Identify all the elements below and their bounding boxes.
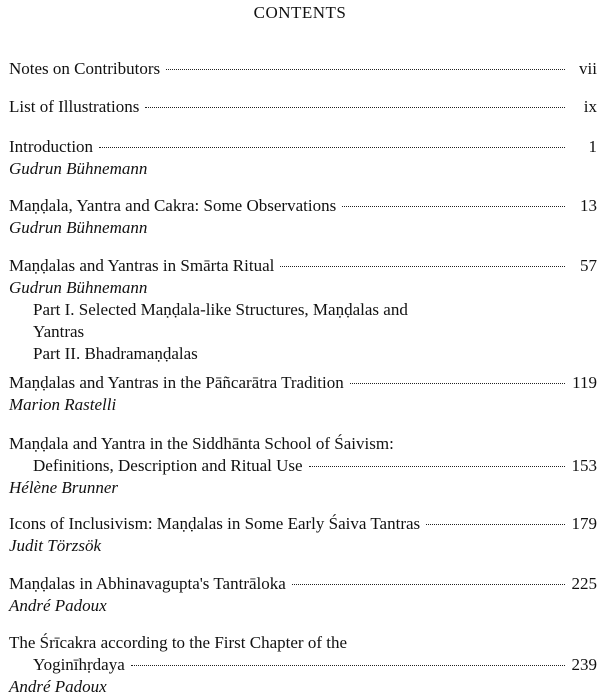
toc-entry-line bbox=[9, 195, 597, 217]
toc-entry-page: 179 bbox=[571, 514, 597, 533]
toc-entry-title-line1: Maṇḍala and Yantra in the Siddhānta School of Śaivism: bbox=[9, 434, 394, 453]
toc-entry-page: 153 bbox=[571, 456, 597, 475]
toc-entry bbox=[9, 372, 597, 416]
toc-entry bbox=[9, 96, 597, 118]
contents-heading: CONTENTS bbox=[253, 3, 347, 22]
toc-entry-title: Introduction bbox=[9, 137, 94, 156]
toc-entry-page: vii bbox=[579, 59, 597, 78]
dot-leader bbox=[309, 466, 565, 467]
toc-entry-page: 225 bbox=[571, 574, 597, 593]
toc-entry-line bbox=[9, 513, 597, 535]
toc-entry-page: 119 bbox=[572, 373, 597, 392]
toc-entry bbox=[9, 136, 597, 180]
toc-entry bbox=[9, 573, 597, 617]
toc-entry bbox=[9, 58, 597, 80]
toc-entry-author: Gudrun Bühnemann bbox=[9, 278, 148, 297]
toc-entry bbox=[9, 433, 597, 499]
toc-entry bbox=[9, 632, 597, 698]
toc-entry-author: Gudrun Bühnemann bbox=[9, 218, 148, 237]
dot-leader bbox=[99, 147, 565, 148]
toc-entry-title: Maṇḍalas in Abhinavagupta's Tantrāloka bbox=[9, 574, 286, 593]
toc-entry-page: 57 bbox=[580, 256, 597, 275]
toc-entry-page: 13 bbox=[580, 196, 597, 215]
toc-entry-line bbox=[9, 654, 597, 676]
toc-entry-author: Marion Rastelli bbox=[9, 395, 117, 414]
toc-entry-part: Part I. Selected Maṇḍala-like Structures, Maṇḍalas and bbox=[33, 300, 408, 319]
toc-entry-part: Part II. Bhadramaṇḍalas bbox=[33, 344, 198, 363]
toc-entry-title: Definitions, Description and Ritual Use bbox=[33, 456, 303, 475]
toc-entry-line bbox=[9, 455, 597, 477]
toc-entry-title: Yoginīhṛdaya bbox=[33, 655, 125, 674]
toc-entry-page: 1 bbox=[588, 137, 597, 156]
toc-entry-page: ix bbox=[583, 97, 597, 116]
dot-leader bbox=[342, 206, 565, 207]
toc-entry-title: Maṇḍalas and Yantras in the Pāñcarātra Tradition bbox=[9, 373, 344, 392]
toc-entry-part: Yantras bbox=[33, 322, 85, 341]
toc-entry-title: Icons of Inclusivism: Maṇḍalas in Some Early Śaiva Tantras bbox=[9, 514, 421, 533]
toc-entry-title: Notes on Contributors bbox=[9, 59, 161, 78]
toc-entry-line bbox=[9, 255, 597, 277]
dot-leader bbox=[280, 266, 565, 267]
toc-entry-line bbox=[9, 96, 597, 118]
toc-entry-page: 239 bbox=[571, 655, 597, 674]
dot-leader bbox=[145, 107, 565, 108]
toc-entry bbox=[9, 195, 597, 239]
toc-entry-title-line1: The Śrīcakra according to the First Chapter of the bbox=[9, 633, 347, 652]
toc-entry-author: Gudrun Bühnemann bbox=[9, 159, 148, 178]
toc-entry-line bbox=[9, 58, 597, 80]
toc-entry-author: Hélène Brunner bbox=[9, 478, 119, 497]
toc-entry-title: Maṇḍalas and Yantras in Smārta Ritual bbox=[9, 256, 275, 275]
toc-entry-title: List of Illustrations bbox=[9, 97, 140, 116]
dot-leader bbox=[131, 665, 565, 666]
toc-entry-line bbox=[9, 136, 597, 158]
dot-leader bbox=[426, 524, 565, 525]
toc-entry-line bbox=[9, 573, 597, 595]
dot-leader bbox=[166, 69, 565, 70]
toc-entry-line bbox=[9, 372, 597, 394]
toc-entry-title: Maṇḍala, Yantra and Cakra: Some Observations bbox=[9, 196, 337, 215]
dot-leader bbox=[292, 584, 565, 585]
dot-leader bbox=[350, 383, 565, 384]
toc-entry bbox=[9, 255, 597, 365]
toc-entry-author: Judit Törzsök bbox=[9, 536, 102, 555]
toc-entry-author: André Padoux bbox=[9, 596, 107, 615]
toc-entry bbox=[9, 513, 597, 557]
toc-entry-author: André Padoux bbox=[9, 677, 107, 696]
